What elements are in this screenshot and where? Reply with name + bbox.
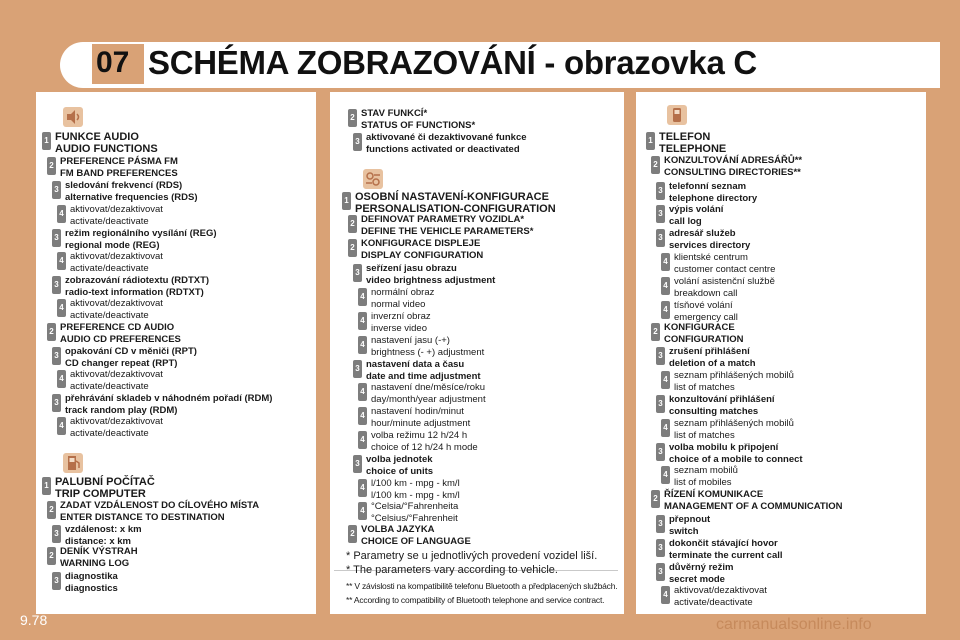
item-label-en: CHOICE OF LANGUAGE (361, 535, 471, 547)
menu-item-level-4 (57, 204, 163, 228)
item-label-en: telephone directory (669, 192, 758, 204)
item-label-en: °Celsius/°Fahrenheit (371, 512, 458, 524)
menu-item-level-2 (651, 155, 802, 179)
level-badge: 3 (656, 205, 665, 223)
item-label-en: CONFIGURATION (664, 333, 744, 345)
menu-item-level-2 (651, 489, 843, 513)
item-label-en: terminate the current call (669, 549, 783, 561)
item-label-cs: diagnostika (65, 571, 118, 582)
level-badge: 4 (57, 205, 66, 223)
item-label-cs: normální obraz (371, 287, 435, 298)
menu-item-level-4 (661, 252, 775, 276)
menu-item-level-2 (47, 322, 181, 346)
item-label-en: STATUS OF FUNCTIONS* (361, 119, 476, 131)
item-label-en: DISPLAY CONFIGURATION (361, 249, 484, 261)
menu-item-level-3 (656, 514, 710, 538)
watermark: carmanualsonline.info (716, 616, 872, 633)
menu-item-level-2 (348, 238, 483, 262)
item-label-cs: výpis volání (669, 204, 724, 215)
menu-item-level-3 (52, 393, 272, 417)
level-badge: 4 (358, 502, 367, 520)
level-badge: 4 (661, 253, 670, 271)
level-badge: 3 (353, 360, 362, 378)
menu-item-level-4 (661, 370, 794, 394)
item-label-en: activate/deactivate (70, 427, 149, 439)
menu-item-level-3 (353, 263, 495, 287)
item-label-cs: VOLBA JAZYKA (361, 524, 435, 535)
menu-item-level-3 (52, 275, 209, 299)
item-label-en: hour/minute adjustment (371, 417, 471, 429)
item-label-cs: aktivovat/dezaktivovat (70, 369, 163, 380)
level-badge: 3 (656, 395, 665, 413)
item-label-cs: volba jednotek (366, 454, 433, 465)
item-label-en: choice of a mobile to connect (669, 453, 803, 465)
level-badge: 2 (348, 525, 357, 543)
footnote-bluetooth-cs: ** V závislosti na kompatibilitě telefonu Bluetooth a předplacených službách. (346, 581, 618, 591)
menu-item-level-3 (656, 181, 757, 205)
menu-item-level-3 (656, 562, 733, 586)
item-label-cs: ZADAT VZDÁLENOST DO CÍLOVÉHO MÍSTA (60, 500, 260, 511)
item-label-cs: aktivovat/dezaktivovat (70, 298, 163, 309)
menu-item-level-3 (52, 228, 217, 252)
menu-item-level-2 (651, 322, 744, 346)
level-badge: 4 (358, 336, 367, 354)
menu-item-level-3 (656, 538, 783, 562)
item-label-en: regional mode (REG) (65, 239, 160, 251)
fuel-pump-icon (62, 452, 84, 474)
level-badge: 3 (656, 515, 665, 533)
menu-item-level-1 (42, 476, 155, 500)
item-label-en: activate/deactivate (70, 309, 149, 321)
item-label-en: TELEPHONE (659, 143, 727, 155)
level-badge: 2 (651, 156, 660, 174)
item-label-en: alternative frequencies (RDS) (65, 191, 198, 203)
level-badge: 2 (348, 239, 357, 257)
level-badge: 2 (651, 490, 660, 508)
menu-item-level-1 (42, 131, 158, 155)
item-label-cs: aktivovat/dezaktivovat (70, 204, 163, 215)
menu-item-level-3 (353, 132, 527, 156)
level-badge: 1 (342, 192, 351, 210)
level-badge: 4 (661, 371, 670, 389)
item-label-cs: dokončit stávající hovor (669, 538, 778, 549)
item-label-en: l/100 km - mpg - km/l (371, 489, 460, 501)
item-label-cs: konzultování přihlášení (669, 394, 775, 405)
item-label-en: brightness (- +) adjustment (371, 346, 485, 358)
item-label-cs: PREFERENCE CD AUDIO (60, 322, 175, 333)
page-number: 9.78 (20, 612, 48, 628)
footnote-en: * The parameters vary according to vehicle. (346, 564, 558, 576)
item-label-cs: volba režimu 12 h/24 h (371, 430, 468, 441)
menu-item-level-4 (358, 382, 486, 406)
item-label-en: deletion of a match (669, 357, 756, 369)
item-label-en: CONSULTING DIRECTORIES** (664, 166, 801, 178)
item-label-cs: aktivovat/dezaktivovat (70, 251, 163, 262)
menu-item-level-2 (348, 108, 475, 132)
level-badge: 4 (57, 370, 66, 388)
item-label-cs: KONFIGURACE (664, 322, 735, 333)
item-label-cs: opakování CD v měniči (RPT) (65, 346, 197, 357)
menu-item-level-3 (353, 359, 481, 383)
menu-item-level-1 (646, 131, 726, 155)
menu-item-level-4 (57, 298, 163, 322)
menu-item-level-4 (358, 406, 470, 430)
level-badge: 2 (47, 323, 56, 341)
item-label-en: CD changer repeat (RPT) (65, 357, 178, 369)
level-badge: 2 (348, 215, 357, 233)
level-badge: 1 (646, 132, 655, 150)
item-label-en: choice of units (366, 465, 434, 477)
menu-item-level-3 (52, 180, 198, 204)
item-label-cs: klientské centrum (674, 252, 748, 263)
item-label-cs: nastavení jasu (-+) (371, 335, 450, 346)
level-badge: 3 (52, 525, 61, 543)
level-badge: 3 (52, 394, 61, 412)
menu-item-level-4 (661, 585, 767, 609)
item-label-en: list of matches (674, 381, 735, 393)
item-label-cs: sledování frekvencí (RDS) (65, 180, 183, 191)
level-badge: 4 (661, 586, 670, 604)
level-badge: 2 (47, 547, 56, 565)
level-badge: 4 (661, 277, 670, 295)
level-badge: 1 (42, 477, 51, 495)
item-label-en: PERSONALISATION-CONFIGURATION (355, 203, 556, 215)
level-badge: 4 (661, 301, 670, 319)
menu-item-level-4 (358, 501, 458, 525)
item-label-en: AUDIO CD PREFERENCES (60, 333, 181, 345)
menu-item-level-3 (656, 228, 750, 252)
level-badge: 4 (661, 466, 670, 484)
level-badge: 4 (358, 288, 367, 306)
menu-item-level-4 (358, 430, 478, 454)
item-label-cs: STAV FUNKCÍ* (361, 108, 428, 119)
menu-item-level-4 (661, 300, 738, 324)
level-badge: 3 (656, 539, 665, 557)
level-badge: 4 (358, 431, 367, 449)
item-label-en: WARNING LOG (60, 557, 130, 569)
menu-item-level-4 (358, 311, 431, 335)
menu-item-level-2 (348, 524, 471, 548)
item-label-cs: PREFERENCE PÁSMA FM (60, 156, 178, 167)
item-label-en: activate/deactivate (674, 596, 753, 608)
menu-item-level-4 (661, 276, 775, 300)
item-label-en: secret mode (669, 573, 725, 585)
item-label-cs: přehrávání skladeb v náhodném pořadí (RDM) (65, 393, 273, 404)
menu-item-level-2 (47, 156, 178, 180)
item-label-en: customer contact centre (674, 263, 776, 275)
item-label-en: activate/deactivate (70, 380, 149, 392)
item-label-en: breakdown call (674, 287, 738, 299)
menu-item-level-3 (52, 524, 142, 548)
level-badge: 3 (656, 443, 665, 461)
level-badge: 4 (661, 419, 670, 437)
level-badge: 1 (42, 132, 51, 150)
item-label-en: diagnostics (65, 582, 118, 594)
item-label-cs: OSOBNÍ NASTAVENÍ-KONFIGURACE (355, 191, 549, 203)
settings-icon (362, 168, 384, 190)
menu-item-level-4 (57, 251, 163, 275)
level-badge: 4 (57, 417, 66, 435)
menu-item-level-4 (661, 465, 738, 489)
menu-item-level-4 (358, 335, 484, 359)
menu-item-level-3 (52, 571, 118, 595)
level-badge: 4 (358, 407, 367, 425)
item-label-en: call log (669, 215, 702, 227)
item-label-cs: aktivovat/dezaktivovat (674, 585, 767, 596)
item-label-cs: nastavení data a času (366, 359, 465, 370)
item-label-cs: °Celsia/°Fahrenheita (371, 501, 459, 512)
menu-item-level-4 (358, 287, 434, 311)
item-label-cs: nastavení dne/měsíce/roku (371, 382, 486, 393)
page-title: SCHÉMA ZOBRAZOVÁNÍ - obrazovka C (148, 44, 757, 81)
level-badge: 3 (52, 572, 61, 590)
chapter-number: 07 (96, 46, 130, 79)
item-label-cs: DENÍK VÝSTRAH (60, 546, 138, 557)
level-badge: 3 (656, 229, 665, 247)
level-badge: 2 (651, 323, 660, 341)
level-badge: 3 (353, 455, 362, 473)
level-badge: 3 (656, 182, 665, 200)
item-label-en: distance: x km (65, 535, 131, 547)
item-label-cs: adresář služeb (669, 228, 736, 239)
item-label-cs: tísňové volání (674, 300, 733, 311)
level-badge: 3 (52, 181, 61, 199)
item-label-cs: nastavení hodin/minut (371, 406, 464, 417)
level-badge: 4 (57, 299, 66, 317)
item-label-en: services directory (669, 239, 751, 251)
item-label-cs: PALUBNÍ POČÍTAČ (55, 476, 155, 488)
level-badge: 3 (52, 347, 61, 365)
level-badge: 3 (353, 264, 362, 282)
level-badge: 3 (353, 133, 362, 151)
item-label-en: date and time adjustment (366, 370, 481, 382)
item-label-cs: zrušení přihlášení (669, 346, 750, 357)
item-label-en: consulting matches (669, 405, 759, 417)
item-label-en: functions activated or deactivated (366, 143, 520, 155)
item-label-en: FM BAND PREFERENCES (60, 167, 178, 179)
item-label-cs: KONFIGURACE DISPLEJE (361, 238, 481, 249)
item-label-cs: TELEFON (659, 131, 711, 143)
item-label-en: video brightness adjustment (366, 274, 496, 286)
item-label-en: MANAGEMENT OF A COMMUNICATION (664, 500, 843, 512)
level-badge: 4 (358, 383, 367, 401)
item-label-cs: zobrazování rádiotextu (RDTXT) (65, 275, 210, 286)
menu-item-level-3 (656, 346, 756, 370)
menu-item-level-3 (656, 442, 803, 466)
item-label-en: activate/deactivate (70, 262, 149, 274)
item-label-en: TRIP COMPUTER (55, 488, 146, 500)
item-label-en: emergency call (674, 311, 738, 323)
menu-item-level-2 (47, 546, 138, 570)
item-label-en: radio-text information (RDTXT) (65, 286, 204, 298)
item-label-cs: volání asistenční službě (674, 276, 775, 287)
item-label-en: ENTER DISTANCE TO DESTINATION (60, 511, 225, 523)
item-label-en: AUDIO FUNCTIONS (55, 143, 158, 155)
item-label-cs: aktivovat/dezaktivovat (70, 416, 163, 427)
menu-item-level-4 (358, 478, 460, 502)
item-label-en: DEFINE THE VEHICLE PARAMETERS* (361, 225, 534, 237)
level-badge: 4 (358, 479, 367, 497)
item-label-cs: seřízení jasu obrazu (366, 263, 457, 274)
item-label-cs: seznam mobilů (674, 465, 738, 476)
level-badge: 3 (656, 563, 665, 581)
menu-item-level-1 (342, 191, 556, 215)
audio-icon (62, 106, 84, 128)
item-label-cs: l/100 km - mpg - km/l (371, 478, 460, 489)
menu-item-level-3 (656, 204, 723, 228)
item-label-cs: režim regionálního vysílání (REG) (65, 228, 217, 239)
item-label-cs: KONZULTOVÁNÍ ADRESÁŘŮ** (664, 155, 803, 166)
menu-item-level-4 (661, 418, 794, 442)
item-label-cs: důvěrný režim (669, 562, 734, 573)
item-label-en: inverse video (371, 322, 427, 334)
level-badge: 3 (52, 276, 61, 294)
menu-item-level-3 (52, 346, 197, 370)
item-label-en: list of mobiles (674, 476, 732, 488)
level-badge: 4 (358, 312, 367, 330)
menu-item-level-4 (57, 416, 163, 440)
level-badge: 3 (656, 347, 665, 365)
menu-item-level-2 (348, 214, 533, 238)
item-label-cs: inverzní obraz (371, 311, 431, 322)
level-badge: 2 (348, 109, 357, 127)
menu-item-level-3 (656, 394, 775, 418)
level-badge: 2 (47, 157, 56, 175)
item-label-cs: seznam přihlášených mobilů (674, 418, 794, 429)
footnote-cs: * Parametry se u jednotlivých provedení vozidel liší. (346, 550, 598, 562)
item-label-cs: seznam přihlášených mobilů (674, 370, 794, 381)
item-label-en: track random play (RDM) (65, 404, 178, 416)
item-label-en: day/month/year adjustment (371, 393, 486, 405)
level-badge: 4 (57, 252, 66, 270)
level-badge: 3 (52, 229, 61, 247)
item-label-cs: volba mobilu k připojení (669, 442, 779, 453)
item-label-en: normal video (371, 298, 426, 310)
item-label-cs: DEFINOVAT PARAMETRY VOZIDLA* (361, 214, 525, 225)
mobile-phone-icon (666, 104, 688, 126)
item-label-en: switch (669, 525, 699, 537)
item-label-cs: ŘÍZENÍ KOMUNIKACE (664, 489, 764, 500)
item-label-cs: přepnout (669, 514, 711, 525)
footnote-bluetooth-en: ** According to compatibility of Bluetooth telephone and service contract. (346, 595, 605, 605)
menu-item-level-3 (353, 454, 433, 478)
item-label-en: list of matches (674, 429, 735, 441)
item-label-cs: vzdálenost: x km (65, 524, 142, 535)
item-label-cs: aktivované či dezaktivované funkce (366, 132, 527, 143)
item-label-en: choice of 12 h/24 h mode (371, 441, 478, 453)
level-badge: 2 (47, 501, 56, 519)
menu-item-level-4 (57, 369, 163, 393)
item-label-en: activate/deactivate (70, 215, 149, 227)
item-label-cs: FUNKCE AUDIO (55, 131, 139, 143)
item-label-cs: telefonní seznam (669, 181, 747, 192)
menu-item-level-2 (47, 500, 259, 524)
